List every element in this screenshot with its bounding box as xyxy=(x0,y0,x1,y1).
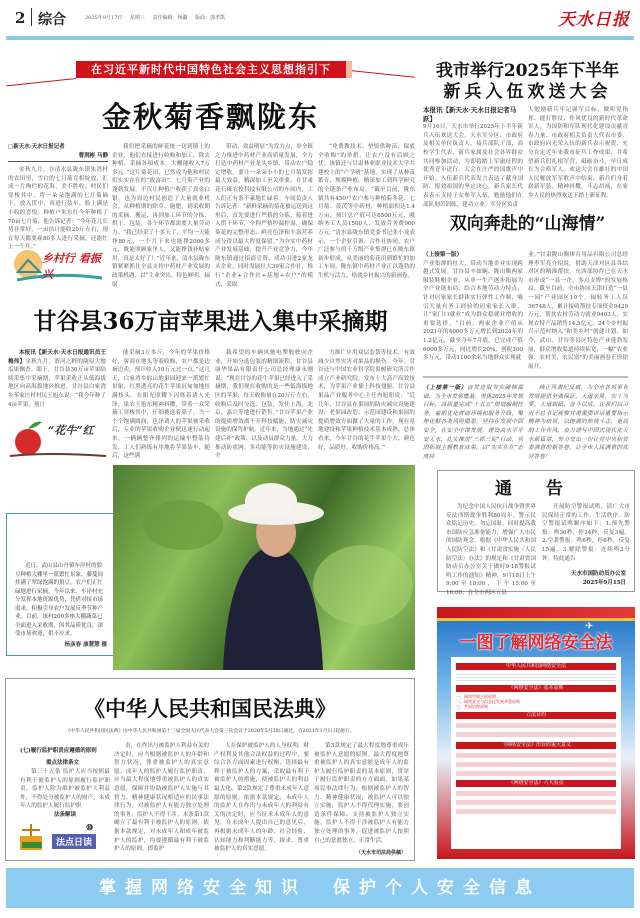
scales-icon xyxy=(18,822,48,852)
principle-1: 一、网络空间主权原则 xyxy=(456,694,496,699)
civil-code-col2 xyxy=(114,742,209,857)
headline-right-1-line1: 我市举行2025年下半年 xyxy=(435,61,620,81)
right1-col1-text: 9月16日，天水市举行2025年下半年新兵入伍欢送大会。天水军分区、市政府及相关单位负责人，接兵部队干部，高校学生代表，新兵家属及社会各界群众共同参加活动，为即将踏上军旅征程的优秀青年送行。大会在庄严的国歌声中开始。入伍新兵代表发言表达了献身国防、报效祖国的坚定决心。新兵家长代表表示支持子女参军入伍，勉励他们在部队刻苦训练、建功立业。军分区负责 xyxy=(423,124,523,208)
law-daily-badge: 法点日读 xyxy=(52,834,96,849)
banner-line-left xyxy=(6,78,76,86)
principle-3: 三、共同治理原则 xyxy=(456,704,488,709)
header-rule xyxy=(6,36,634,40)
newspaper-logo: 天水日报 xyxy=(558,10,630,30)
footer-slogan-banner: 掌握网络安全知识 保护个人安全信息 xyxy=(6,868,634,908)
poster-top-band xyxy=(437,607,635,621)
right2-col1-text: 产业集群的壮大，带动当地企业实现跨越式发展。甘谷县辛如娴、陇山衡两家服装鞋帽企业，从单一生产逐步拓展为全产业链布局，结合本地劳动力特点，针对居家家长群体实行弹性工作制，吸引大量有务工经验的居家家长入职，让“家门口就业”成为群众稳就业增收的重要选择。“目前，两家企业产值从2021年的4000多万元增长到2024年的1.2亿元，截至今年7月底，已完成产值6000多万元，同比增长20%，创税300多万元，带动1100余名当地群众实现就 xyxy=(423,260,523,362)
poster-section-5: 《网络安全法》六大看点 xyxy=(456,780,616,787)
notice-col2: 开展防空警报试鸣，请广大市民保持正常的工作、生活秩序。防空警报试鸣顺序如下：1.预先警报：鸣36秒，停24秒，反复3遍。2.空袭警报：鸣6秒，停6秒，反复15遍。3.解除警报：连续鸣3分钟。特此通告 xyxy=(542,504,630,562)
notice-box xyxy=(437,470,635,596)
right2-lead: （上接第一版） xyxy=(423,252,463,258)
poster-content xyxy=(451,657,621,849)
civil-code-subtitle: 《中华人民共和国民法典》由中华人民共和国第十三届全国人民代表大会第三次会议于2020年5月28日通过，自2021年1月1日起施行。 xyxy=(65,729,355,734)
right3-col1-text: 奋发进取夯实硬核基础，为全市发展奠基，勇挑2025年发展目标，高质量完成“十五五”规划编制任务，着眼优化营商环境和服务升级，聚焦化解各类风险隐患，坚持在发展中固安全，在安全中谋发展，建设高水平平安天水，扎实推进“三抓三促”行动，巩固拓展主题教育成果，以“实实在在”态度持 xyxy=(423,385,523,460)
photo-caption-box xyxy=(6,513,113,656)
column-banner: 在习近平新时代中国特色社会主义思想指引下 xyxy=(76,61,346,78)
right3-lead: （上接第一版） xyxy=(423,385,468,391)
page-number: 2 xyxy=(15,9,26,27)
article1-col1: 金秋九月，在清水县陇东镇朱湾村的农田里，雪白的七月菊竞相绽放，汇成一片绚烂的花海，美不胜收。村民们穿梭其中，将一朵朵饱满的七月菊摘下，放入筐中，再进行装车。脸上满是丰收的喜悦。种植户朱东红今年种植了70亩七月菊，他告诉记者：“今年花儿长势非常好，一亩估计能收20斤左右，现在每天都要雇80多人进行采摘，还能忙上一个月。” xyxy=(8,167,108,251)
photo-credit: 杨彦春 康慧慧 摄 xyxy=(64,641,107,648)
article1-col2: 我们把采摘的鲜花统一送到镇上的企业，他们直接进行收购和加工，除去种植、采摘各项成本，大概能收入7万多元。”这片菊花田，已然成为他和村民们实实在在的“致富田”。七月菊产业的蓬勃发展，不仅让种植户收获了真金白银，也为周边村民创造了大量就业机会。从种植期的除草、施肥，到采收期的采摘、搬运，再到加工环节的分拣、烘干、包装，各个环节都需要大量劳动力。“我已经采了十多天了，平均一天能挣80元，一个月下来也能挣2000多元，既能照顾家里人，又能挣钱补贴家用，真是太好了！”近年来，清水县陇东镇紧紧抓住全县支持中药材产业发展的政策机遇，以“主业突出、特色鲜明、辐射 xyxy=(112,144,210,288)
headline-right-1-line2: 新兵入伍欢送大会 xyxy=(443,82,612,102)
civil-code-col2-text: 责，在作出与被监护人利益有关的决定时，应当根据被监护人的年龄和智力状况，尊重被监护人的真实意愿。成年人的监护人履行监护职责，应当最大程度地尊重被监护人的真实意愿，保障并协助被监护人实施与其智力、精神健康状况相适应的民事法律行为。对被监护人有能力独立处理的事务，监护人不得干涉。本条第1款确立了最有利于被监护人的原则。依据本款规定，对未成年人和成年被监护人的监护，均要遵循最有利于被监护人的原则，即监护 xyxy=(114,743,209,853)
article2-col4: 力推广应用双层套袋等技术，有效减少自然灾害对果品的损伤。今年，甘谷还与中国农业科学院果树研究所合作成立产业研究院，发布十大高产高效技术，为苹果产业插上科技翅膀。甘谷县果品产业服务中心主任冉旭阳说：“近几年，甘谷县在果园的防灾减灾设施建设、老果园改造、示范园建设和果园的提质增效方面做了大量的工作，现在基地建设和苹果种植技术基本成熟，总体看来，今年甘谷的花牛苹果个大、颜色好，品质好，收购价格高。” xyxy=(318,350,415,451)
right1-lead: 本报讯【新天水·天水日报记者马跃】 xyxy=(423,106,517,123)
byline xyxy=(8,143,108,162)
notice-title: 通 告 xyxy=(495,479,577,499)
article2-col2: 能采摘3万多斤，今年的苹果价格好，客商在地头等着收购，农户都是边摘边卖，预计收入10万元过一点。”这几天，白家湾乡的山地果园迎来一派繁忙景象，红黑透亮的花牛苹果沉甸甸地挂满枝头。在阳光照耀下闪烁着诱人光泽，果农王旭东精神抖擞，带着一众采摘工穿梭其中，仔细挑选着果子。当一个个饱满圆润、色泽诱人的苹果被采收后，专业的苹果收购企业便迅速行动起来，一辆辆整齐排列的运输车整装待发，工人们熟练有序地将苹果装车，随后，这些满 xyxy=(112,350,210,460)
byline-agency: □新天水·天水日报记者 xyxy=(8,144,65,150)
banner-line-right xyxy=(350,70,415,78)
right1-col2: 人勉励新兵牢记强军目标，做听党指挥、能打胜仗、作风优良的新时代革命军人，为国防和军队现代化建设贡献青春力量。市政府相关负责人代表市委、市政府向光荣入伍的新兵表示祝贺，充分肯定近年来我市征兵工作成果，并希望新兵们扎根军营，砥砺奋斗，早日成长为合格军人。欢送大会在雄壮的中国人民解放军军歌声中结束。新兵们身着崭新军装，精神抖擞，斗志昂扬，在家乡人民的热烈欢送下踏上新征程。 xyxy=(528,107,628,199)
poster-text-lines xyxy=(456,672,616,682)
apple-icon xyxy=(8,416,48,460)
article2-col1 xyxy=(8,349,106,411)
huaniu-apple-logo xyxy=(8,416,108,460)
article2-lead: 本报讯【新天水·天水日报通讯员王梅伟】 xyxy=(8,350,106,365)
article2-col3: 载希望的车辆风驰电掣般驶向企业，开始分选包装的精细流程。甘谷县康华果品有限责任公司总经理康永刚说：“现在甘谷的花牛苹果已经进入了采摘期，我们现在收购的是一些低海拔地区的苹果，每天收购量在20万斤左右，收购后及时分选、包装，发往上海、北京、嘉兴等地进行销售。”甘谷苹果产业的提质增效离不开科技赋能，防灾减灾设施的保驾护航。近年来，当地通过“先建后补”政策，以及动员群众力量，大力推动防雹网、多功能等防灾设施建设，全 xyxy=(215,350,313,460)
rural-badge-text: 乡村行 看振兴 xyxy=(42,252,101,281)
poster-title: 一图了解网络安全法 xyxy=(459,633,613,653)
poster-section-2: 《网络安全法》基本原则 xyxy=(456,685,616,692)
headline-1: 金秋菊香飘陇东 xyxy=(101,100,319,134)
section-name: 综合 xyxy=(38,12,66,28)
poster-items xyxy=(456,751,616,777)
cybersecurity-law-poster xyxy=(437,607,635,859)
divider xyxy=(31,8,32,26)
civil-code-topic: (七)履行监护职责应遵循的原则 xyxy=(20,748,97,754)
right2-col2: 业。”甘肃陇山衡体育用品有限公司总经理李军亮介绍说。借助天津对区县各结对区的精准帮扶，东西部协作已在天水市形成“一县一企，多点支撑”的发展格局。截至目前，全市协同天津打造“一县一园”产业园区10个，辐转务工人员36748人，累计接收帮扶专项资金9429万元，帮扶农村劳动力就业9403人，实现农特产品销售14.5亿元，24个乡村振兴示范村纳入“和美乡村”创建计划。如今，武山、甘谷等县区特色产业蓬勃发展，群众增收渠道持续拓宽，一幅“农业强、农村美、农民富”的美丽画卷正徐徐展开。 xyxy=(528,252,628,370)
headline-right-2: 双向奔赴的“山海情” xyxy=(449,214,606,234)
article1-col3: 带动、效益明显”为发力点，举全镇之力推进中药材产业高质量发展，全力打造中药材产业龙头乡镇，带动农户稳定增收。要让一朵朵小小的七月菊发挥最大效益，精深加工至关重要。在甘肃花石缘农牧科技有限公司的车间内，工人们正有条不紊地忙碌着。车间负责人告诉记者：“新鲜采摘的菊花被运送到这里后，首先要进行严格的分拣，接着进入烘干环节，全程严格控温控湿，确保菊花的完整形态、鲜亮色泽和丰富营养成分得以最大程度保留。”为夯实中药材产业发展基础，提升产业竞争力，今年陇东镇通过招商引资，成功引进2家龙头企业，同时发展壮大39家合作社，推行“企业+合作社+基地+农户”的模式，采取 xyxy=(215,144,313,288)
article2-col1-text: 金秋九月，渭河之畔的陇原大地瓜果飘香。眼下，甘谷县36万亩苹果陆续采集中采摘期，苹果采收正从低海拔地区向高海拔地区推进。甘谷县白家湾乡苯家庄村村民王旭东说：“我今年种了4亩苹果，预计 xyxy=(8,358,106,408)
civil-code-title: 《中华人民共和国民法典》 xyxy=(84,696,336,721)
poster-section-1: 中华人民共和国网络安全法 xyxy=(456,663,616,670)
poster-section-4: 《网络安全法》出台的重大意义 xyxy=(456,742,616,749)
notice-col1: 为纪念中国人民抗日战争暨世界反法西斯战争胜利80周年，警示民众铭记历史、勿忘国耻，同时提高我市国防应急准备能力，增强广大市民的国防观念，根据《中华人民共和国人民防空法》和《甘肃省实施〈人民防空法〉办法》的规定和《甘肃省国防动员办公室关于做好9·18警报试鸣工作的通知》精神，9月18日上午9:00至10:00，下午15:00至16:00，在全市两区五县 xyxy=(446,504,536,596)
airplane-icon: ✈ xyxy=(585,621,594,632)
poster-items xyxy=(456,721,616,739)
right2-col1 xyxy=(423,251,523,366)
right1-col1 xyxy=(423,106,523,209)
headline-2: 甘谷县36万亩苹果进入集中采摘期 xyxy=(33,308,388,335)
notice-signature-date: 2025年9月15日 xyxy=(582,580,626,586)
divider xyxy=(423,376,628,378)
right3-col2: 续正风肃纪反腐，为全市各项事业发展提供坚强保证。大道至简，实干为要。天道如砥，奋斗以成。让我们以习近平总书记视察甘肃重要讲话重要指示精神为统领，以饱满的热情斗志、更高的工作作风，奋力谱写中国式现代化天水新篇章，努力交出一份让党中央和省委满意的新答卷，让全市人民满意的优异答卷！ xyxy=(528,385,628,460)
issue-number: ⑩ xyxy=(86,822,94,832)
interpretation-subhead: 法条解读 xyxy=(53,811,76,818)
civil-code-col1 xyxy=(20,768,110,820)
civil-code-col1-text: 第三十五条 监护人应当按照最有利于被监护人的原则履行监护职责。监护人除为维护被监护人利益外，不得处分被监护人的财产。未成年人的监护人履行监护职 xyxy=(20,769,110,810)
poster-items xyxy=(456,789,616,815)
article1-col4: “免费教技术、垫资供种苗、保底全收购”的举措，让农户没有后顾之忧。该镇还与甘肃林业职业技术大学共建校上的“产学研”基地，实现了从种苗繁育、规模种植、精深加工到科学研究的全链条产业布局。“截至目前，陇东镇共有450户农户参与种植菊冬花、七月菊、黄芪等中药材，种植面积达1.4万亩，预计总产值可达6500万元，吸纳务工人员1500人，发放劳务费900万元。”清水县陇东镇党委书记张小龙表示，一个企业引领、合作社协同、农户广泛参与的千万级产业集群已在陇东镇初步形成。从美丽的菊花田到繁忙的加工车间，陇东镇中药材产业正以蓬勃的生机与活力，绘就乡村振兴的新画卷。 xyxy=(318,144,415,279)
photo-caption: 近日，武山县山丹镇车岸村的狼豆种植大棚里一派繁忙景象，藤蔓间挂满了翠绿饱满的狼豆，农户们正忙碌地进行采摘。今年以来，车岸村充分发挥本地资源优势，凭借对接市场需求，积极引导农户发展反季节种产业。目前，该村200多座大棚蔬菜已全面进入采收期，因其品质优良，深受市场欢迎，供不应求。 xyxy=(15,563,104,637)
civil-code-subhead: 重点法律条文 xyxy=(46,760,80,766)
poster-section-3: 立法目的 xyxy=(456,712,616,719)
huaniu-badge-text: “花牛”红 xyxy=(48,424,94,437)
right3-col1 xyxy=(423,384,523,459)
notice-signature-org: 天水市国防动员办公室 xyxy=(570,571,626,577)
principle-2: 二、网络安全与信息化发展并重原则 xyxy=(456,699,520,704)
civil-code-box xyxy=(5,678,415,861)
civil-code-col4: 第3款规定了最大程度地尊重成年被监护人意愿的原则。最大程度地尊重被监护人的真实意愿是成年人的监护人履行监护职责的基本原则，贯穿于履行监护职责的方方面面。如果某项民事法律行为，根据被监护人的智力、精神健康状况，被监护人可以独立实施，监护人不得代理实施，要创造条件保障、支持被监护人独立实施。监护人不得干涉被监护人有能力独立处理的事务，促进被监护人按照自己的意愿独立、正常生活。 xyxy=(314,743,409,844)
law-daily-logo xyxy=(18,822,113,856)
issue-meta: 2025年9月17日 星期三 责任编辑：杨疆 版面：郭孝凯 xyxy=(85,15,226,21)
news-photo-farmer-picking-beans xyxy=(113,465,415,670)
civil-code-source: （天水市司法局供稿） xyxy=(355,850,406,856)
rural-revitalization-logo xyxy=(12,246,102,284)
photo-illustration xyxy=(113,465,415,670)
civil-code-col3: 人在保护被监护人的人身权利、财产权利及其他合法权益的过程中，要综合各方面因素进行权衡，选择最有利于被监护人的方案，采取最有利于被监护人的措施，使被监护人的利益最大化。第2款规定了尊重未成年人意愿的原则。依据本款规定，未成年人的监护人在作出与未成年人的利益有关的决定时，应当征求未成年人的意见，在未成年人提出自己的意见后，再根据未成年人的年龄、社会经验、认知能力和判断能力等，探求、尊重被监护人的真实意愿。 xyxy=(214,743,309,853)
byline-authors: 曹润彬 马静 xyxy=(78,153,108,159)
